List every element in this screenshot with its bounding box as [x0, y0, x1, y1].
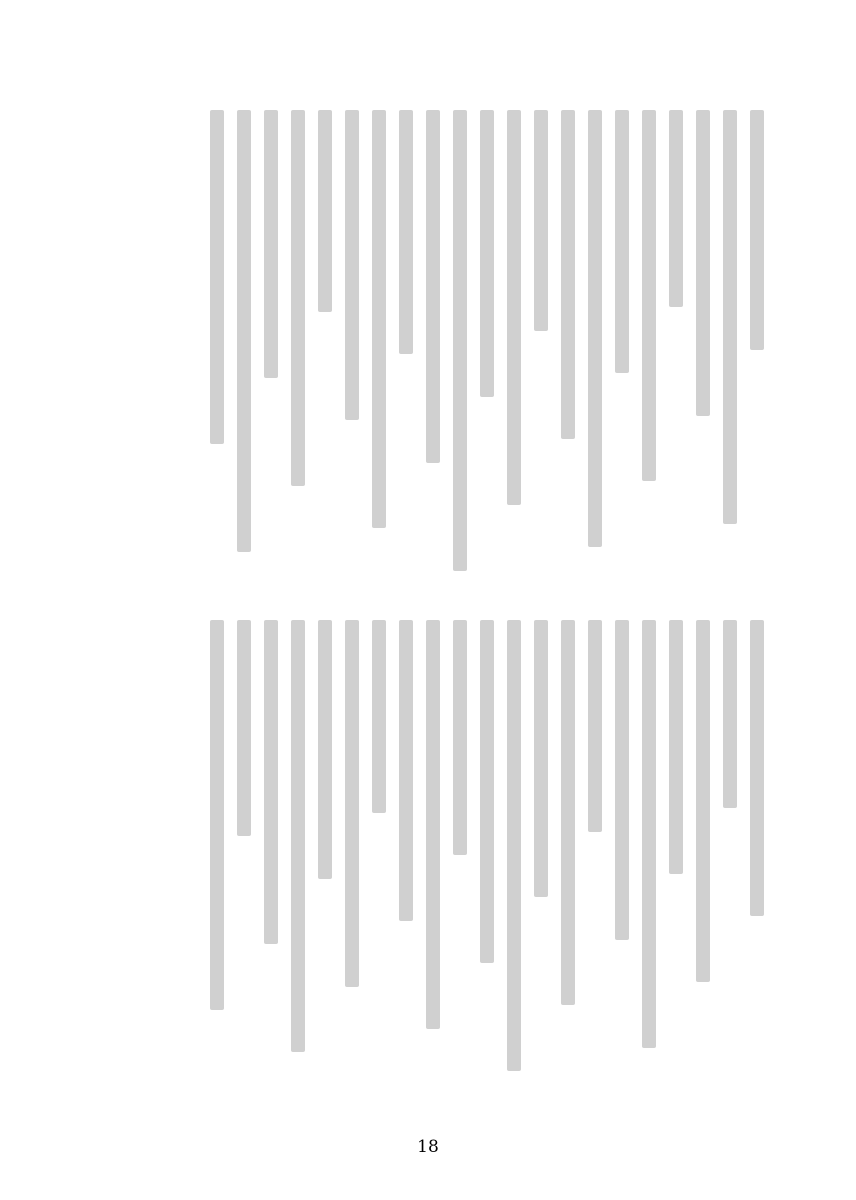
text-line-placeholder [480, 110, 494, 397]
text-line-placeholder [588, 620, 602, 832]
text-line-placeholder [507, 620, 521, 1071]
page-number: 18 [417, 1137, 439, 1157]
text-line-placeholder [615, 110, 629, 373]
text-line-placeholder [534, 110, 548, 331]
text-line-placeholder [453, 110, 467, 571]
text-line-placeholder [210, 620, 224, 1010]
text-line-placeholder [723, 620, 737, 808]
text-line-placeholder [426, 110, 440, 463]
text-line-placeholder [345, 620, 359, 987]
text-line-placeholder [642, 620, 656, 1048]
text-line-placeholder [723, 110, 737, 524]
text-line-placeholder [561, 620, 575, 1005]
text-line-placeholder [399, 110, 413, 354]
text-line-placeholder [372, 110, 386, 528]
text-line-placeholder [750, 110, 764, 350]
text-line-placeholder [399, 620, 413, 921]
text-line-placeholder [264, 110, 278, 378]
text-line-placeholder [588, 110, 602, 547]
top-text-tier [210, 110, 764, 580]
text-line-placeholder [669, 110, 683, 307]
text-line-placeholder [291, 110, 305, 486]
text-line-placeholder [345, 110, 359, 420]
text-line-placeholder [507, 110, 521, 505]
text-line-placeholder [696, 110, 710, 416]
text-line-placeholder [615, 620, 629, 940]
text-line-placeholder [561, 110, 575, 439]
text-line-placeholder [318, 110, 332, 312]
text-line-placeholder [480, 620, 494, 963]
text-line-placeholder [237, 110, 251, 552]
bottom-text-tier [210, 620, 764, 1090]
text-line-placeholder [264, 620, 278, 944]
text-line-placeholder [210, 110, 224, 444]
text-line-placeholder [453, 620, 467, 855]
text-line-placeholder [318, 620, 332, 879]
text-line-placeholder [426, 620, 440, 1029]
text-line-placeholder [750, 620, 764, 916]
text-line-placeholder [696, 620, 710, 982]
text-line-placeholder [372, 620, 386, 813]
text-line-placeholder [237, 620, 251, 836]
text-line-placeholder [642, 110, 656, 481]
text-line-placeholder [669, 620, 683, 874]
text-line-placeholder [291, 620, 305, 1052]
text-line-placeholder [534, 620, 548, 897]
